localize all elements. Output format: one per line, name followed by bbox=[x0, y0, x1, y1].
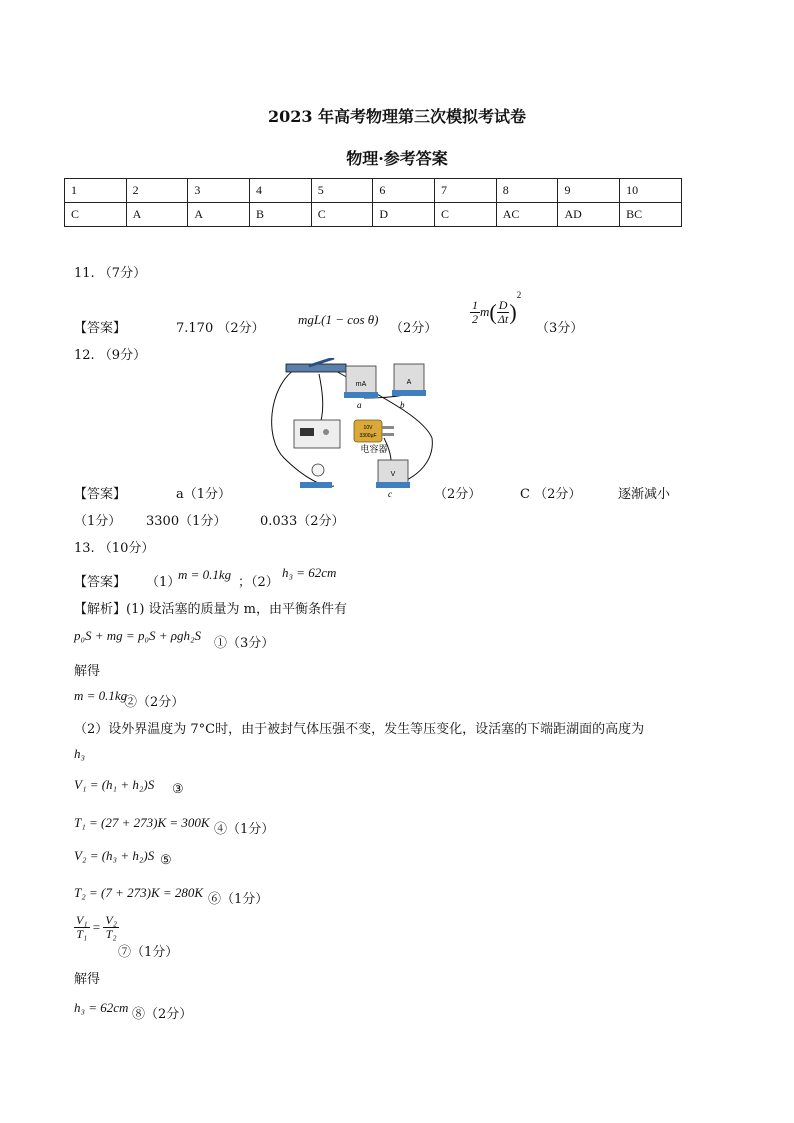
meter-b-unit: A bbox=[406, 379, 412, 386]
q12-answer-4: 逐渐减小 bbox=[618, 487, 671, 502]
table-cell: A bbox=[126, 203, 188, 227]
table-cell: C bbox=[65, 203, 127, 227]
q13-eq-7-tag: ⑦（1分） bbox=[118, 945, 179, 960]
q13-eq-2: m = 0.1kg bbox=[74, 688, 128, 703]
table-cell: 9 bbox=[558, 179, 620, 203]
table-cell: 4 bbox=[250, 179, 312, 203]
q13-eq-5-tag: ⑤ bbox=[160, 853, 172, 868]
q13-solve-1: 解得 bbox=[74, 664, 101, 679]
q11-answer-2-score: （2分） bbox=[390, 321, 438, 336]
fraction-numerator: V₂ bbox=[105, 913, 117, 927]
page-subtitle: 物理·参考答案 bbox=[346, 149, 448, 168]
q12-heading: 12. （9分） bbox=[74, 348, 147, 363]
fraction-denominator: Δt bbox=[497, 312, 509, 326]
fraction-numerator: V₁ bbox=[76, 913, 88, 927]
table-cell: 2 bbox=[126, 179, 188, 203]
table-cell: 5 bbox=[311, 179, 373, 203]
fraction-denominator: T₁ bbox=[76, 927, 88, 941]
q13-solve-2: 解得 bbox=[74, 972, 101, 987]
table-cell: D bbox=[373, 203, 435, 227]
q12-answer-2-score: （2分） bbox=[434, 487, 482, 502]
q12-answer-3: C （2分） bbox=[520, 487, 582, 502]
capacitor-capacity: 3300μF bbox=[359, 433, 377, 439]
capacitor-label: 电容器 bbox=[360, 445, 388, 455]
fraction-numerator: D bbox=[498, 298, 508, 312]
table-cell: 3 bbox=[188, 179, 250, 203]
fraction-d-dt bbox=[497, 299, 510, 326]
table-cell: B bbox=[250, 203, 312, 227]
q13-eq-8: h₃ = 62cm bbox=[74, 1000, 129, 1015]
q13-eq-4: T₁ = (27 + 273)K = 300K bbox=[74, 815, 210, 830]
table-cell: 7 bbox=[435, 179, 497, 203]
q13-eq-1-tag: ①（3分） bbox=[214, 636, 275, 651]
q13-eq-2-tag: ②（2分） bbox=[124, 695, 185, 710]
table-cell: AC bbox=[496, 203, 558, 227]
q12-answer-1: a（1分） bbox=[176, 487, 232, 502]
q12-answer-6: 0.033（2分） bbox=[260, 514, 345, 529]
label-a: a bbox=[357, 400, 362, 410]
exponent: 2 bbox=[516, 290, 522, 300]
table-cell: BC bbox=[620, 203, 682, 227]
q11-heading: 11. （7分） bbox=[74, 266, 147, 281]
q12-answer-5: 3300（1分） bbox=[146, 514, 227, 529]
meter-a-unit: mA bbox=[355, 381, 367, 388]
q13-heading: 13. （10分） bbox=[74, 541, 155, 556]
q13-eq-3-tag: ③ bbox=[172, 782, 184, 797]
q13-answer-sep: ；（2） bbox=[238, 575, 279, 590]
q13-answer-2: h₃ = 62cm bbox=[282, 565, 337, 580]
q11-answer-3-score: （3分） bbox=[536, 321, 584, 336]
q13-part2-text: （2）设外界温度为 7°C时，由于被封气体压强不变，发生等压变化，设活塞的下端距湖面的高度为 bbox=[74, 722, 645, 737]
table-cell: 10 bbox=[620, 179, 682, 203]
q13-eq-7: $\frac{\text{V₁}}{\text{T₁}}$ = $\frac{\text{V₂}}{\text{T₂}}$ bbox=[76, 913, 117, 941]
fraction-v2-t2 bbox=[103, 914, 119, 941]
table-cell: 1 bbox=[65, 179, 127, 203]
table-cell: 6 bbox=[373, 179, 435, 203]
label-c: c bbox=[388, 489, 392, 498]
table-cell: C bbox=[435, 203, 497, 227]
fraction-numerator: 1 bbox=[472, 298, 478, 312]
q13-eq-1: p₀S + mg = p₀S + ρgh₂S bbox=[74, 628, 202, 643]
table-row-answers bbox=[65, 203, 682, 227]
q13-answer-1-prefix: （1） bbox=[146, 575, 181, 590]
q11-answer-3-expr: $\frac{1}{2}$ m( $\frac{D}{\Delta t}$ )$^2$ bbox=[472, 290, 522, 326]
fraction-v1-t1 bbox=[74, 914, 90, 941]
q13-answer-label: 【答案】 bbox=[74, 575, 127, 590]
capacitor-voltage: 10V bbox=[363, 425, 373, 431]
q11-answer-1: 7.170 （2分） bbox=[176, 321, 265, 336]
q11-answer-label: 【答案】 bbox=[74, 321, 127, 336]
circuit-figure bbox=[264, 358, 444, 498]
meter-c-unit: V bbox=[390, 471, 396, 478]
math-var: m bbox=[480, 304, 490, 319]
q13-eq-3: V₁ = (h₁ + h₂)S bbox=[74, 777, 155, 792]
q11-answer-2-expr: mgL(1 − cos θ) bbox=[298, 312, 379, 327]
answer-table bbox=[64, 178, 682, 227]
q13-eq-6: T₂ = (7 + 273)K = 280K bbox=[74, 885, 204, 900]
table-cell: AD bbox=[558, 203, 620, 227]
fraction-half bbox=[470, 299, 480, 326]
label-b: b bbox=[400, 400, 405, 410]
q13-eq-4-tag: ④（1分） bbox=[214, 822, 275, 837]
table-cell: A bbox=[188, 203, 250, 227]
q13-part2-var: h₃ bbox=[74, 746, 86, 761]
fraction-denominator: 2 bbox=[472, 312, 478, 326]
q12-answer-label: 【答案】 bbox=[74, 487, 127, 502]
q12-answer-4-score: （1分） bbox=[74, 514, 122, 529]
table-row-numbers bbox=[65, 179, 682, 203]
q13-eq-8-tag: ⑧（2分） bbox=[132, 1007, 193, 1022]
table-cell: 8 bbox=[496, 179, 558, 203]
q13-eq-5: V₂ = (h₃ + h₂)S bbox=[74, 848, 155, 863]
q13-answer-1: m = 0.1kg bbox=[178, 567, 232, 582]
fraction-denominator: T₂ bbox=[105, 927, 117, 941]
q13-analysis-intro: 【解析】(1) 设活塞的质量为 m，由平衡条件有 bbox=[74, 602, 348, 617]
table-cell: C bbox=[311, 203, 373, 227]
q13-eq-6-tag: ⑥（1分） bbox=[208, 892, 269, 907]
page-title: 2023 年高考物理第三次模拟考试卷 bbox=[267, 107, 527, 126]
